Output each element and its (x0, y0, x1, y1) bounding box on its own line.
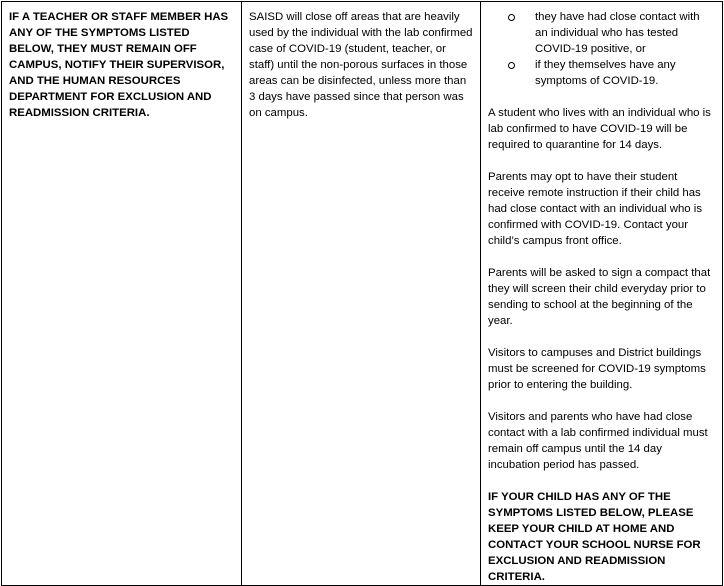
child-symptoms-heading: IF YOUR CHILD HAS ANY OF THE SYMPTOMS LISTED BELOW, PLEASE KEEP YOUR CHILD AT HOME AND CONTACT YOUR SCHOOL NURSE FOR EXCLUSION AND READMISSION CRITERIA. (488, 491, 701, 583)
hollow-circle-bullet-icon (508, 62, 515, 69)
compact-paragraph: Parents will be asked to sign a compact that they will screen their child everyday prior to sending to school at the beginning of the year. (488, 267, 711, 327)
hollow-circle-bullet-icon (508, 14, 515, 21)
bullet-text: they have had close contact with an individual who has tested COVID-19 positive, or (535, 11, 700, 55)
quarantine-paragraph: A student who lives with an individual who is lab confirmed to have COVID-19 will be required to quarantine for 14 days. (488, 107, 711, 151)
student-guidance-cell (481, 2, 723, 586)
visitor-screening-paragraph: Visitors to campuses and District buildings must be screened for COVID-19 symptoms prior to entering the building. (488, 347, 706, 391)
staff-symptoms-heading: IF A TEACHER OR STAFF MEMBER HAS ANY OF THE SYMPTOMS LISTED BELOW, THEY MUST REMAIN OFF CAMPUS, NOTIFY THEIR SUPERVISOR, AND THE HUMAN RESOURCES DEPARTMENT FOR EXCLUSION AND READMISSION CRITERIA. (9, 11, 229, 119)
close-contact-paragraph: Visitors and parents who have had close contact with a lab confirmed individual must remain off campus until the 14 day incubation period has passed. (488, 411, 708, 471)
list-item (508, 9, 715, 57)
remote-instruction-paragraph: Parents may opt to have their student receive remote instruction if their child has had close contact with an individual who is confirmed with COVID-19. Contact your child’s campus front office. (488, 171, 703, 247)
list-item (508, 57, 715, 89)
table-row (2, 2, 723, 586)
area-closure-cell (242, 2, 481, 586)
policy-table (1, 1, 723, 586)
bullet-text: if they themselves have any symptoms of COVID-19. (535, 59, 676, 87)
area-closure-text: SAISD will close off areas that are heavily used by the individual with the lab confirmed case of COVID-19 (student, teacher, or staff) until the non-porous surfaces in those areas can be disinfected, unless more than 3 days have passed since that person was on campus. (249, 11, 473, 119)
staff-symptoms-cell (2, 2, 242, 586)
bullet-list (488, 9, 715, 89)
